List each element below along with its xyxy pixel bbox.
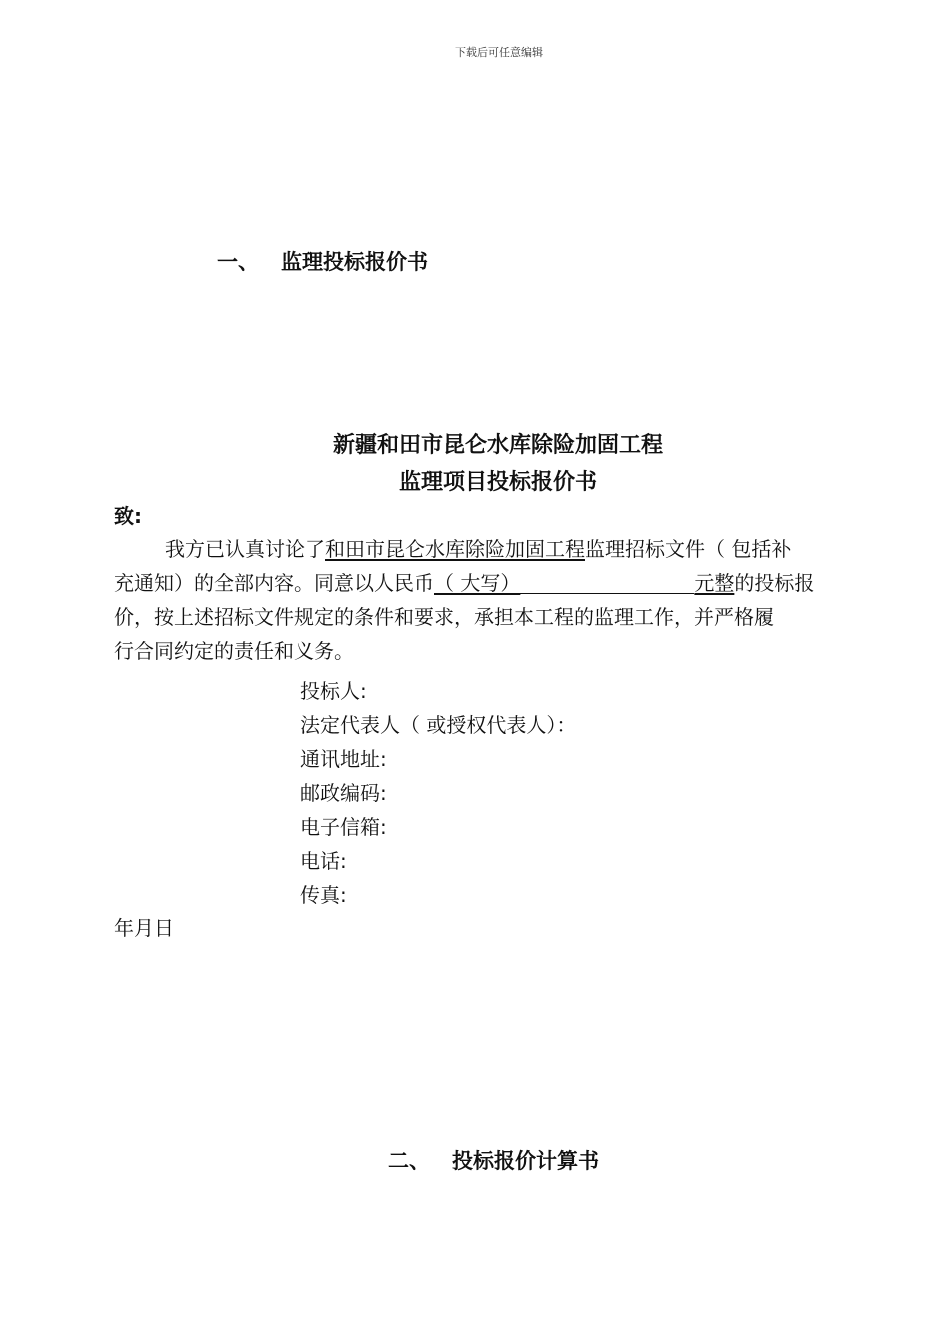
field-bidder: 投标人: [300, 679, 367, 703]
body-line-4: 行合同约定的责任和义务。 [114, 639, 354, 663]
body-line-3: 价，按上述招标文件规定的条件和要求，承担本工程的监理工作，并严格履 [114, 605, 774, 629]
body-line-1 [165, 532, 791, 566]
date-line: 年月日 [114, 916, 174, 940]
field-email: 电子信箱: [300, 815, 387, 839]
header-note: 下载后可任意编辑 [455, 46, 543, 59]
field-legal-representative: 法定代表人（ 或授权代表人）： [300, 713, 577, 737]
body-line-2 [114, 566, 814, 600]
document-title-line-1: 新疆和田市昆仑水库除险加固工程 [332, 433, 663, 458]
body-text: 监理招标文件（ 包括补 [585, 537, 792, 561]
document-title-line-2: 监理项目投标报价书 [398, 470, 597, 495]
body-text: 充通知）的全部内容。同意以人民币 [114, 571, 434, 595]
section-1-heading [217, 246, 428, 276]
section-2-title: 投标报价计算书 [452, 1149, 599, 1173]
field-phone: 电话: [300, 849, 347, 873]
field-address: 通讯地址: [300, 747, 387, 771]
section-1-title: 监理投标报价书 [281, 250, 428, 274]
body-text: 我方已认真讨论了 [165, 537, 325, 561]
field-fax: 传真: [300, 883, 347, 907]
amount-caption: （ 大写） [434, 571, 521, 595]
amount-blank [520, 571, 694, 594]
section-1-number: 一、 [217, 250, 259, 274]
salutation: 致: [114, 504, 142, 528]
section-2-heading [388, 1145, 599, 1175]
body-text: 的投标报 [734, 571, 815, 595]
project-name: 和田市昆仑水库除险加固工程 [325, 537, 585, 561]
field-postal-code: 邮政编码: [300, 781, 387, 805]
amount-unit: 元整 [694, 571, 735, 595]
section-2-number: 二、 [388, 1149, 430, 1173]
